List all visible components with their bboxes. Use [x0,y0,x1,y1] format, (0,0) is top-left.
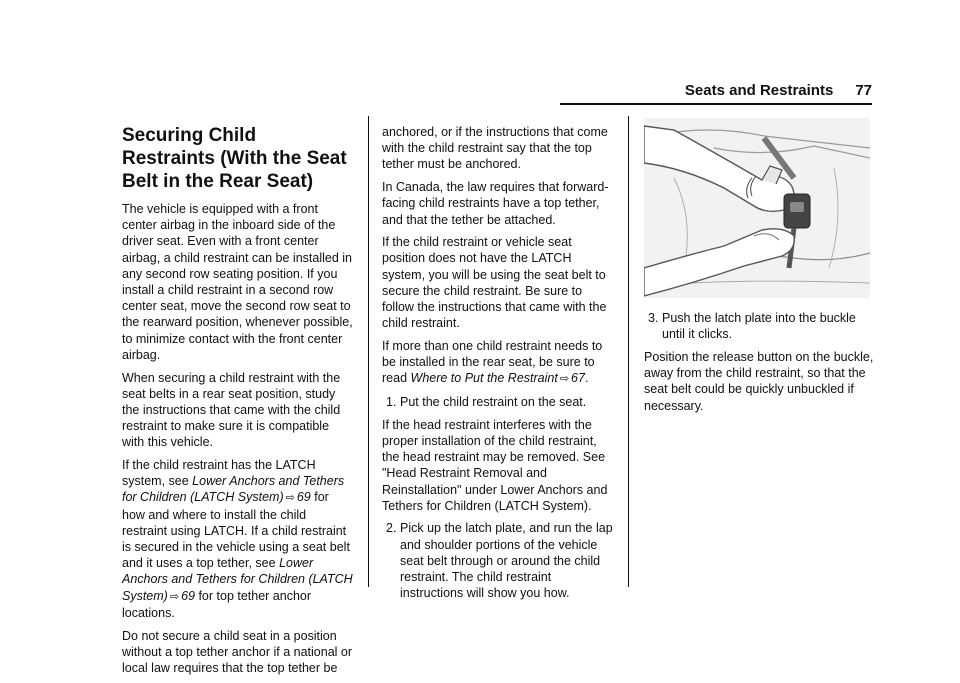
section-title: Seats and Restraints [684,82,834,99]
column-2 [382,124,615,608]
paragraph: Do not secure a child seat in a position without a top tether anchor if a national or local law requires that the top tether be [122,628,353,675]
text: . [584,371,589,386]
running-header [685,82,872,99]
cross-reference-link[interactable]: Where to Put the Restraint [410,371,558,386]
step-1-detail: If the head restraint interferes with the proper installation of the child restraint, the head restraint may be removed. See "Head Restraint Removal and Reinstallation" under Lower Anchors and Tethers for Children (LATCH System). [382,417,608,513]
paragraph: When securing a child restraint with the seat belts in a rear seat position, study the instructions that came with the child restraint to make sure it is compatible with this vehicle. [122,370,341,450]
buckle-hand-illustration [644,118,870,298]
section-heading: Securing Child Restraints (With the Seat Belt in the Rear Seat) [122,125,347,192]
cross-reference-link[interactable]: Lower Anchors and Tethers for Children (LATCH System) [122,474,345,505]
text: If the child restraint has the LATCH system, see [122,458,316,489]
seat-belt-buckle-illustration [644,118,870,298]
step-1 [382,394,615,410]
step-3 [644,310,874,342]
page-reference-arrow-icon: ⇨ [285,492,295,505]
paragraph: The vehicle is equipped with a front center airbag in the inboard side of the driver seat. Even with a front center airbag, a child restraint can be installed in any second row seating position. If you install a child restraint in a second row center seat, move the second row seat to the rearward position, whenever possible, to minimize contact with the front center airbag. [122,202,353,362]
step-number: 2. [386,521,397,536]
page-number: 77 [855,82,872,99]
page-reference[interactable]: 69 [296,490,311,505]
column-3 [644,124,874,420]
paragraph [122,457,354,621]
step-3-detail: Position the release button on the buckle, away from the child restraint, so that the seat belt could be quickly unbuckled if necessary. [644,349,874,413]
page-reference[interactable]: 67 [571,371,585,386]
column-1 [122,124,354,683]
paragraph: anchored, or if the instructions that come with the child restraint say that the top tether must be anchored. [382,125,608,172]
header-rule [560,103,872,105]
column-divider [628,116,629,587]
page-reference-arrow-icon: ⇨ [559,373,570,386]
step-text: Push the latch plate into the buckle until it clicks. [662,311,856,342]
page-reference-arrow-icon: ⇨ [169,590,180,603]
step-number: 1. [386,395,397,410]
page-reference[interactable]: 69 [181,588,195,603]
paragraph: In Canada, the law requires that forward-facing child restraints have a top tether, and that the tether be attached. [382,180,609,227]
step-text: Pick up the latch plate, and run the lap and shoulder portions of the vehicle seat belt through or around the child restraint. The child restraint instructions will show you how. [400,521,613,601]
paragraph: If the child restraint or vehicle seat position does not have the LATCH system, you will be using the seat belt to secure the child restraint. Be sure to follow the instructions that came with the child restraint. [382,235,607,331]
text: If more than one child restraint needs to be installed in the rear seat, be sure to read [382,338,603,386]
step-number: 3. [648,311,659,325]
text: for top tether anchor locations. [122,588,312,620]
step-text: Put the child restraint on the seat. [400,395,587,410]
text: for how and where to install the child restraint using LATCH. If a child restraint is secured in the vehicle using a seat belt and it uses a top tether, see [122,490,350,571]
cross-reference-link[interactable]: Lower Anchors and Tethers for Children (LATCH System) [122,556,353,603]
step-2 [382,520,615,601]
column-divider [368,116,369,587]
paragraph [382,338,615,388]
